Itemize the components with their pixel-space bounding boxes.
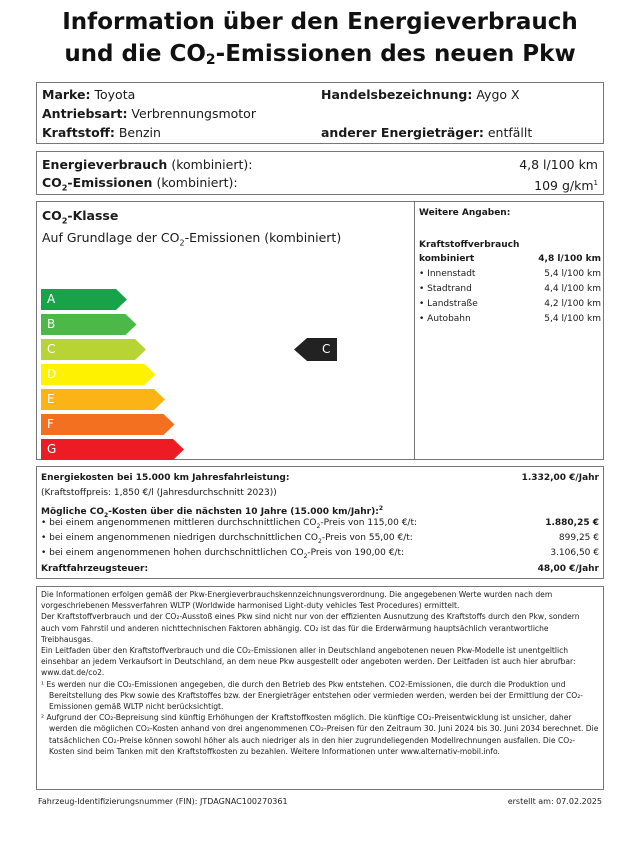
- antriebsart: Antriebsart: Verbrennungsmotor: [42, 106, 256, 121]
- row-value: 4,8 l/100 km: [538, 254, 601, 264]
- created-date: erstellt am: 07.02.2025: [507, 797, 602, 806]
- co2-class-bar-a: [41, 289, 128, 310]
- co2-class-bar-shape: [41, 389, 166, 410]
- row-value: 3.106,50 €: [550, 548, 599, 558]
- co2-class-letter: B: [47, 317, 56, 331]
- co2-class-letter: C: [47, 342, 56, 356]
- co2-kosten-heading: Mögliche $CO_2$-Kosten über die nächsten 10 Jahre (15.000 km/Jahr):$^2$: [41, 505, 383, 519]
- co2-class-bar-f: [41, 414, 176, 435]
- row-label: • Landstraße: [419, 299, 478, 309]
- co2-class-bar-shape: [41, 339, 147, 360]
- title-line-1: Information über den Energieverbrauch: [62, 9, 578, 35]
- notes-text: [41, 589, 599, 757]
- kraftstoffverbrauch-heading: Kraftstoffverbrauch: [419, 240, 520, 250]
- current-class-marker: [294, 338, 337, 361]
- row-label: • Autobahn: [419, 314, 471, 324]
- co2-class-bar-e: [41, 389, 166, 410]
- kraftstoffverbrauch-row: [419, 267, 601, 281]
- kraftstoffverbrauch-row: [419, 312, 601, 326]
- row-label: • bei einem angenommenen hohen durchschnittlichen $CO_2$-Preis von 190,00 €/t:: [41, 548, 405, 560]
- note-paragraph: Der Kraftstoffverbrauch und der CO₂-Ausstoß eines Pkw sind nicht nur von der effizienten Ausnutzung des Kraftstoffs durch den Pkw, sondern auch vom Fahrstil und anderen nichttechnischen Faktoren abhängig. CO₂ ist das für die Erderwärmung hauptsächlich verantwortliche Treibhausgas.: [41, 612, 580, 644]
- co2-class-bar-b: [41, 314, 138, 335]
- co2-emissionen-label: $CO_2$-Emissionen (kombiniert):: [42, 175, 238, 193]
- current-class-letter: C: [322, 342, 331, 356]
- co2-class-letter: E: [47, 392, 55, 406]
- co2-class-letter: D: [47, 367, 57, 381]
- kraftstoffverbrauch-row: [419, 252, 601, 266]
- row-value: 5,4 l/100 km: [544, 269, 601, 279]
- vehicle-info-box: [36, 82, 604, 144]
- row-value: 4,4 l/100 km: [544, 284, 601, 294]
- row-label: • bei einem angenommenen niedrigen durchschnittlichen $CO_2$-Preis von 55,00 €/t:: [41, 533, 413, 545]
- handelsbezeichnung: Handelsbezeichnung: Aygo X: [321, 87, 520, 102]
- marke: Marke: Toyota: [42, 87, 136, 102]
- fin-text: Fahrzeug-Identifizierungsnummer (FIN): JTDAGNAC100270361: [38, 797, 288, 806]
- marker-arrow-shape: [294, 338, 337, 361]
- costs-box: [36, 466, 604, 579]
- co2-class-letter: F: [47, 417, 54, 431]
- weitere-angaben-title: Weitere Angaben:: [419, 208, 511, 218]
- co2-class-bar-shape: [41, 414, 176, 435]
- notes-box: [36, 586, 604, 790]
- row-value: 5,4 l/100 km: [544, 314, 601, 324]
- anderer-energietraeger: anderer Energieträger: entfällt: [321, 125, 533, 140]
- kraftstoffverbrauch-row: [419, 297, 601, 311]
- kraftfahrzeugsteuer-row: Kraftfahrzeugsteuer: 48,00 €/Jahr: [41, 564, 599, 574]
- co2-class-title: $CO_2$-Klasse Auf Grundlage der $CO_2$-Emissionen (kombiniert): [42, 208, 342, 247]
- kraftstoff: Kraftstoff: Benzin: [42, 125, 161, 140]
- co2-class-box: [36, 201, 604, 460]
- title-line-2: und die $CO_2$-Emissionen des neuen Pkw: [64, 41, 576, 68]
- co2-class-bar-d: [41, 364, 157, 385]
- co2-emissionen-value: 109 $g/km^1$: [534, 178, 598, 194]
- co2-kosten-row: [41, 517, 599, 533]
- row-value: 899,25 €: [558, 533, 599, 543]
- footnote-2: ² Aufgrund der CO₂-Bepreisung sind künftig Erhöhungen der Kraftstoffkosten möglich. Die künftige CO₂-Preisentwicklung ist unsicher, daher werden die möglichen CO₂-Kosten anhand von drei angenommenen CO₂-Preisen für den Zeitraum 30. Juni 2024 bis 30. Juni 2034 berechnet. Die tatsächlichen CO₂-Preise können sowohl höher als auch niedriger als in den hier zugrundeliegenden Modellrechnungen ausfallen. Die CO₂-Kosten sind beim Tanken mit den Kraftstoffkosten zu bezahlen. Weitere Informationen unter www.alternativ-mobil.info.: [41, 713, 599, 756]
- row-label: kombiniert: [419, 254, 475, 264]
- row-label: • Stadtrand: [419, 284, 472, 294]
- co2-class-bar-shape: [41, 439, 185, 460]
- co2-kosten-row: [41, 532, 599, 548]
- kraftstoffpreis-row: (Kraftstoffpreis: 1,850 €/l (Jahresdurchschnitt 2023)): [41, 488, 277, 498]
- co2-class-letter: G: [47, 442, 57, 456]
- consumption-box: [36, 151, 604, 195]
- energieverbrauch-label: Energieverbrauch (kombiniert):: [42, 157, 253, 172]
- note-paragraph: Die Informationen erfolgen gemäß der Pkw-Energieverbrauchskennzeichnungsverordnung. Die angegebenen Werte wurden nach dem vorgeschriebenen Messverfahren WLTP (Worldwide harmonised Light-duty vehicles Test Procedures) ermittelt.: [41, 590, 553, 611]
- row-value: 1.880,25 €: [545, 518, 599, 528]
- co2-class-bar-g: [41, 439, 185, 460]
- co2-class-bar-shape: [41, 364, 157, 385]
- page-title: [0, 6, 640, 76]
- footnote-1: ¹ Es werden nur die CO₂-Emissionen angegeben, die durch den Betrieb des Pkw entstehen. CO2-Emissionen, die durch die Produktion und Bereitstellung des Pkw sowie des Kraftstoffes bzw. der Energieträger entstehen oder vermieden werden, werden bei der Ermittlung der CO₂-Emissionen gemäß WLTP nicht berücksichtigt.: [41, 679, 584, 712]
- note-paragraph: Ein Leitfaden über den Kraftstoffverbrauch und die CO₂-Emissionen aller in Deutschland angebotenen neuen Pkw-Modelle ist unentgeltlich einsehbar an jedem Verkaufsort in Deutschland, an dem neue Pkw ausgestellt oder angeboten werden. Der Leitfaden ist auch hier abrufbar: www.dat.de/co2.: [41, 646, 576, 678]
- energiekosten-row: Energiekosten bei 15.000 km Jahresfahrleistung: 1.332,00 €/Jahr: [41, 473, 599, 483]
- kraftstoffverbrauch-row: [419, 282, 601, 296]
- vertical-divider: [414, 202, 415, 459]
- co2-kosten-row: [41, 547, 599, 563]
- co2-class-bar-shape: [41, 314, 138, 335]
- energieverbrauch-value: 4,8 l/100 km: [519, 157, 598, 172]
- row-value: 4,2 l/100 km: [544, 299, 601, 309]
- co2-class-letter: A: [47, 292, 56, 306]
- co2-class-bar-c: [41, 339, 147, 360]
- row-label: • bei einem angenommenen mittleren durchschnittlichen $CO_2$-Preis von 115,00 €/t:: [41, 518, 418, 530]
- row-label: • Innenstadt: [419, 269, 476, 279]
